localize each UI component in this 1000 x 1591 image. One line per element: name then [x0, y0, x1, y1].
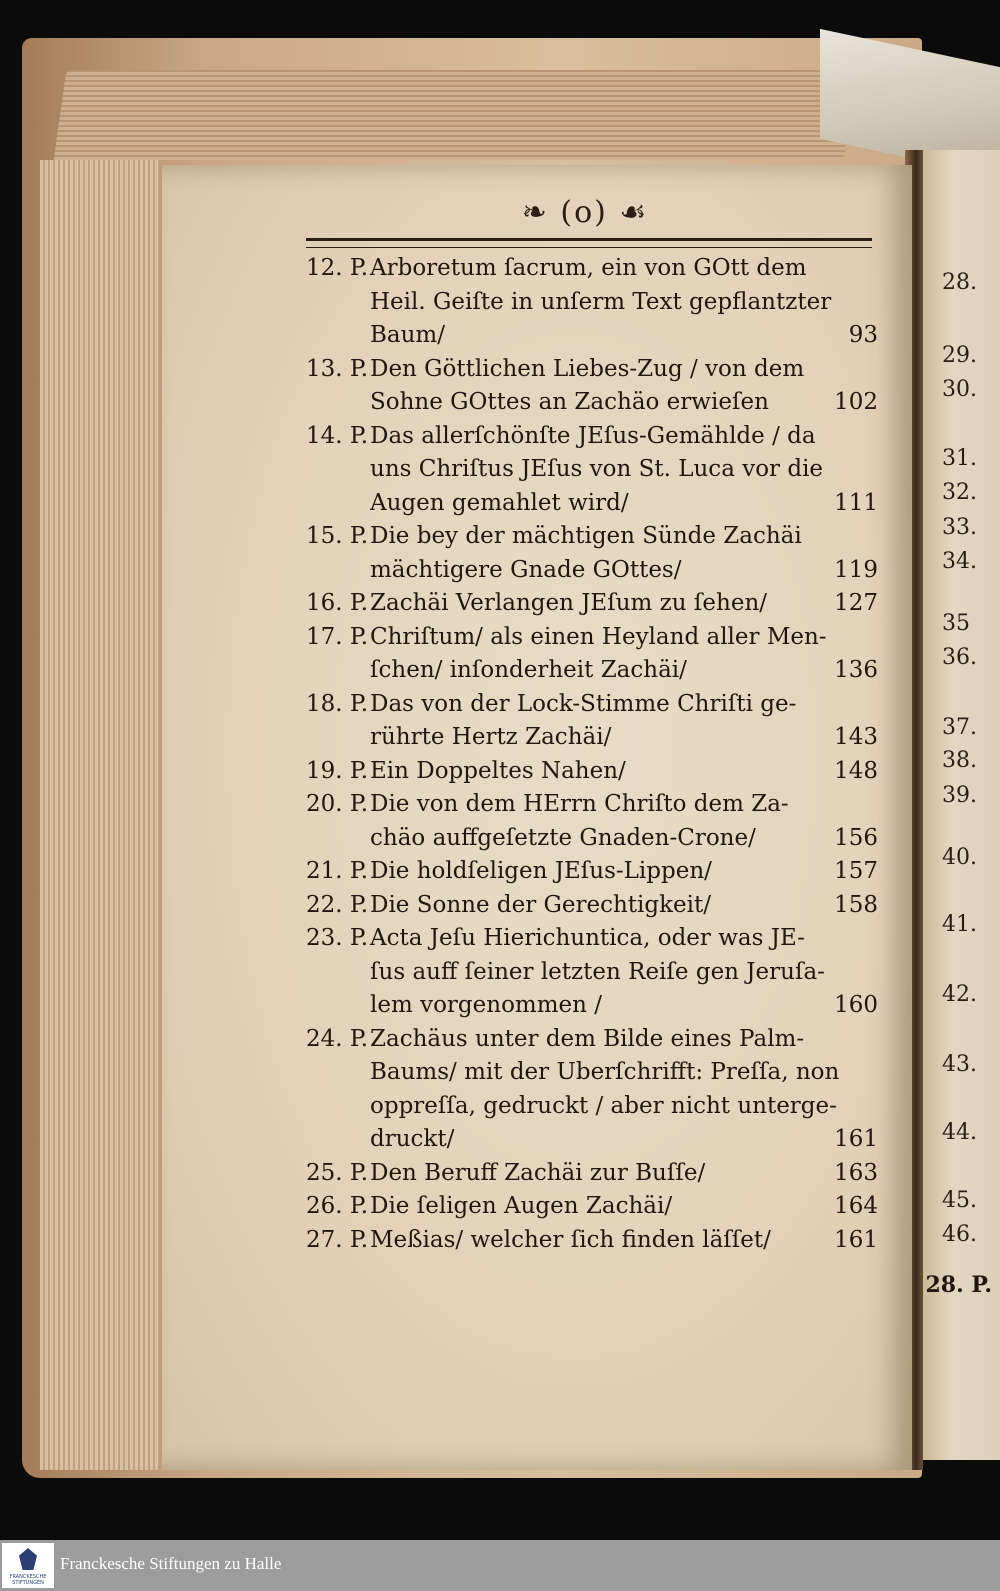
entry-line [306, 319, 884, 353]
entry-line [306, 1023, 884, 1057]
page-edges-top [54, 70, 857, 160]
entry-line [306, 755, 884, 789]
entry-text: rührte Hertz Zachäi/ [370, 724, 612, 750]
page-number: 102 [834, 389, 878, 415]
entry-text: Die von dem HErrn Chriſto dem Za- [370, 791, 789, 817]
entry-line [306, 1123, 884, 1157]
page-number: 163 [834, 1159, 878, 1186]
toc-entry [306, 252, 884, 353]
facing-page-number: 33. [942, 515, 977, 540]
toc-entry [306, 1224, 884, 1258]
entry-line [306, 386, 884, 420]
facing-page-number: 34. [942, 549, 977, 574]
entry-text: Die ſeligen Augen Zachäi/ [370, 1193, 673, 1219]
entry-text: Chriſtum/ als einen Heyland aller Men- [370, 623, 827, 650]
entry-line [306, 621, 884, 655]
entry-text: Heil. Geiſte in unſerm Text gepflantzter [370, 288, 832, 315]
entry-text: mächtigere Gnade GOttes/ [370, 556, 682, 583]
entry-line [306, 587, 884, 621]
facing-page-number: 38. [942, 748, 977, 773]
entry-number: 21. P. [306, 858, 369, 884]
entry-text: Arboretum ſacrum, ein von GOtt dem [370, 255, 807, 281]
entry-line [306, 989, 884, 1023]
entry-line [306, 889, 884, 923]
toc-entry [306, 1190, 884, 1224]
facing-page-number: 44. [942, 1120, 977, 1145]
entry-text: Zachäus unter dem Bilde eines Palm- [370, 1025, 805, 1052]
entry-number: 22. P. [306, 891, 369, 918]
entry-text: Den Beruff Zachäi zur Buſſe/ [370, 1159, 706, 1186]
entry-line [306, 1157, 884, 1191]
entry-line [306, 788, 884, 822]
facing-page-number: 32. [942, 480, 977, 505]
entry-text: Augen gemahlet wird/ [370, 489, 629, 516]
toc-entry [306, 755, 884, 789]
institution-name: Franckesche Stiftungen zu Halle [60, 1554, 282, 1573]
entry-line [306, 353, 884, 387]
entry-text: Das allerſchönſte JEſus-Gemählde / da [370, 422, 816, 449]
catchword: 28. P. [925, 1272, 992, 1298]
entry-line [306, 721, 884, 755]
entry-number: 18. P. [306, 690, 369, 717]
entry-text: ſus auff ſeiner letzten Reiſe gen Jeruſa- [370, 958, 825, 985]
header-rule [306, 238, 872, 248]
entry-text: Baum/ [370, 322, 445, 348]
entry-text: lem vorgenommen / [370, 992, 603, 1018]
entry-line [306, 688, 884, 722]
facing-page-number: 42. [942, 982, 977, 1007]
toc-entry [306, 621, 884, 688]
page-number: 148 [834, 757, 878, 784]
toc-entry [306, 688, 884, 755]
entry-number: 15. P. [306, 523, 369, 549]
facing-page-number: 35 [942, 611, 970, 636]
page-number: 157 [834, 858, 878, 884]
facing-page-number: 28. [942, 270, 977, 295]
entry-text: oppreſſa, gedruckt / aber nicht unterge- [370, 1092, 837, 1119]
entry-line [306, 1090, 884, 1124]
entry-number: 13. P. [306, 355, 369, 382]
toc-entry [306, 889, 884, 923]
entry-text: Zachäi Verlangen JEſum zu ſehen/ [370, 590, 768, 616]
logo-text: FRANCKESCHE STIFTUNGEN [9, 1574, 47, 1586]
entry-line [306, 956, 884, 990]
facing-page-number: 41. [942, 912, 977, 937]
entry-line [306, 822, 884, 856]
page-number: 164 [834, 1193, 878, 1219]
facing-page-number: 45. [942, 1188, 977, 1213]
facing-page-number: 46. [942, 1222, 977, 1247]
page-number: 127 [834, 590, 878, 616]
table-of-contents [306, 252, 884, 1257]
facing-page-number: 36. [942, 645, 977, 670]
entry-number: 14. P. [306, 422, 369, 449]
entry-line [306, 520, 884, 554]
entry-text: uns Chriſtus JEſus von St. Luca vor die [370, 456, 824, 482]
page-number: 93 [848, 322, 878, 348]
entry-number: 20. P. [306, 791, 369, 817]
entry-text: Acta Jeſu Hierichuntica, oder was JE- [370, 925, 805, 951]
page-header: ❧ (o) ☙ [521, 195, 649, 230]
entry-line [306, 487, 884, 521]
toc-entry [306, 1157, 884, 1191]
entry-line [306, 1224, 884, 1258]
entry-text: Den Göttlichen Liebes-Zug / von dem [370, 355, 805, 382]
toc-entry [306, 1023, 884, 1157]
entry-line [306, 654, 884, 688]
toc-entry [306, 353, 884, 420]
entry-line [306, 420, 884, 454]
institution-logo[interactable] [2, 1543, 54, 1588]
facing-page-number: 43. [942, 1052, 977, 1077]
entry-line [306, 453, 884, 487]
entry-number: 17. P. [306, 623, 369, 650]
entry-line [306, 922, 884, 956]
toc-entry [306, 788, 884, 855]
entry-text: chäo auffgeſetzte Gnaden-Crone/ [370, 824, 756, 851]
toc-entry [306, 922, 884, 1023]
facing-page-number: 30. [942, 377, 977, 402]
toc-entry [306, 420, 884, 521]
entry-line [306, 1056, 884, 1090]
entry-number: 25. P. [306, 1159, 369, 1186]
entry-number: 23. P. [306, 925, 369, 951]
entry-text: Baums/ mit der Uberſchrifft: Preſſa, non [370, 1059, 840, 1085]
footer-bar [0, 1540, 1000, 1591]
toc-entry [306, 855, 884, 889]
entry-text: druckt/ [370, 1126, 455, 1152]
page-number: 160 [834, 992, 878, 1018]
entry-text: Die Sonne der Gerechtigkeit/ [370, 891, 712, 918]
entry-text: Sohne GOttes an Zachäo erwieſen [370, 389, 769, 415]
entry-line [306, 286, 884, 320]
page-number: 161 [834, 1226, 878, 1253]
facing-page-number: 29. [942, 343, 977, 368]
entry-line [306, 554, 884, 588]
page-number: 119 [834, 556, 878, 583]
entry-text: Die holdſeligen JEſus-Lippen/ [370, 858, 712, 884]
page-number: 156 [834, 824, 878, 851]
eagle-crest-icon [19, 1548, 37, 1570]
entry-line [306, 855, 884, 889]
entry-number: 12. P. [306, 255, 369, 281]
entry-number: 24. P. [306, 1025, 369, 1052]
page-number: 158 [834, 891, 878, 918]
page-edges-left [40, 160, 160, 1470]
facing-page-number: 31. [942, 446, 977, 471]
entry-text: Meßias/ welcher ſich finden läſſet/ [370, 1226, 771, 1253]
entry-text: ſchen/ inſonderheit Zachäi/ [370, 657, 687, 683]
entry-number: 16. P. [306, 590, 369, 616]
entry-text: Ein Doppeltes Nahen/ [370, 757, 626, 784]
entry-number: 19. P. [306, 757, 369, 784]
entry-text: Das von der Lock-Stimme Chriſti ge- [370, 690, 797, 717]
page-number: 136 [834, 657, 878, 683]
entry-number: 27. P. [306, 1226, 369, 1253]
entry-line [306, 1190, 884, 1224]
entry-number: 26. P. [306, 1193, 369, 1219]
page-number: 111 [834, 489, 878, 516]
facing-page-number: 40. [942, 845, 977, 870]
page-number: 161 [834, 1126, 878, 1152]
page-number: 143 [834, 724, 878, 750]
facing-page-number: 39. [942, 783, 977, 808]
entry-line [306, 252, 884, 286]
facing-page-number: 37. [942, 715, 977, 740]
toc-entry [306, 587, 884, 621]
toc-entry [306, 520, 884, 587]
entry-text: Die bey der mächtigen Sünde Zachäi [370, 523, 802, 549]
